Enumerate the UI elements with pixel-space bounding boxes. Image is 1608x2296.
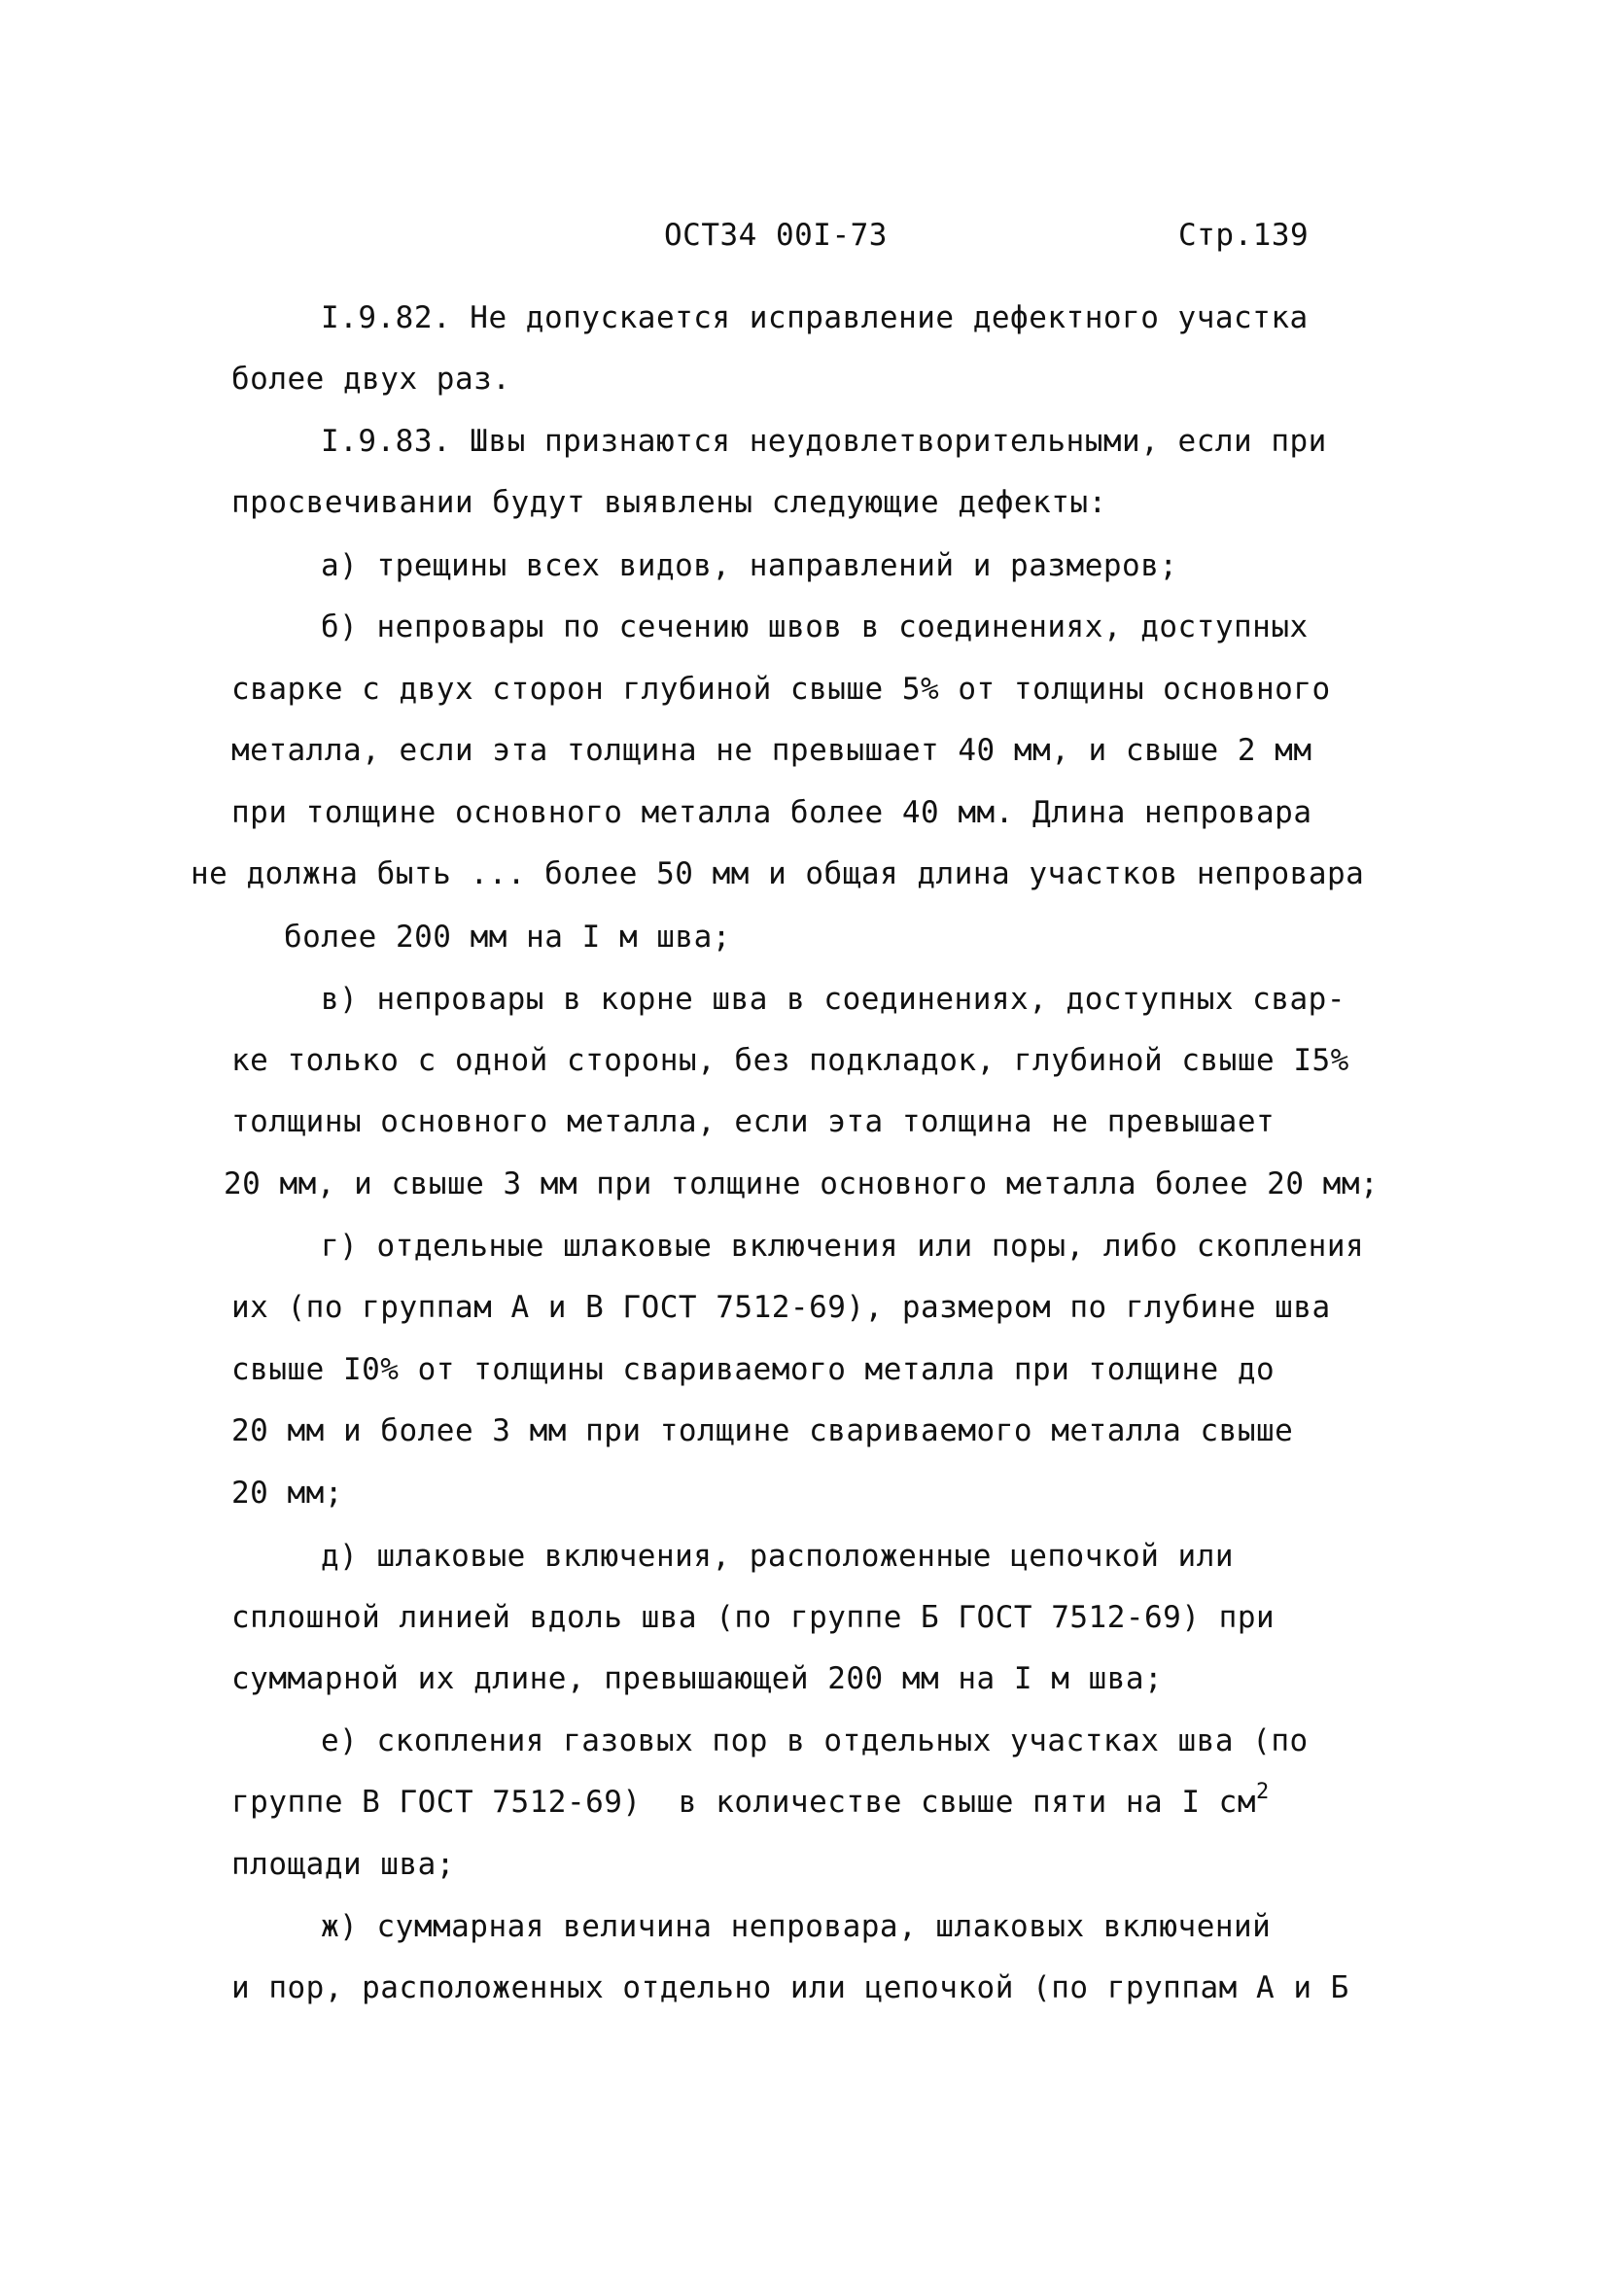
list-item-g: г) отдельные шлаковые включения или поры, либо скопления [321, 1229, 1365, 1264]
paragraph-line: суммарной их длине, превышающей 200 мм на I м шва; [231, 1661, 1164, 1696]
paragraph-line: при толщине основного металла более 40 мм. Длина непровара [231, 795, 1312, 830]
paragraph-line: их (по группам А и В ГОСТ 7512-69), размером по глубине шва [231, 1290, 1331, 1325]
paragraph-line: просвечивании будут выявлены следующие дефекты: [231, 485, 1107, 520]
list-item-a: а) трещины всех видов, направлений и размеров; [321, 548, 1178, 583]
list-item-v: в) непровары в корне шва в соединениях, доступных свар- [321, 982, 1346, 1017]
page-number: Стр.139 [1178, 218, 1310, 253]
list-item-b: б) непровары по сечению швов в соединениях, доступных [321, 609, 1309, 644]
paragraph-line: более 200 мм на I м шва; [284, 920, 731, 955]
standard-code: ОСТ34 00I-73 [664, 218, 888, 253]
list-item-d: д) шлаковые включения, расположенные цепочкой или [321, 1539, 1235, 1574]
paragraph-line: ке только с одной стороны, без подкладок, глубиной свыше I5% [231, 1043, 1349, 1078]
paragraph-line: 20 мм, и свыше 3 мм при толщине основного металла более 20 мм; [224, 1166, 1380, 1201]
paragraph-line: I.9.82. Не допускается исправление дефектного участка [321, 300, 1309, 335]
paragraph-line [231, 1780, 1270, 1822]
paragraph-line: свыше I0% от толщины свариваемого металла при толщине до [231, 1352, 1276, 1387]
paragraph-line: площади шва; [231, 1847, 455, 1882]
paragraph-line: и пор, расположенных отдельно или цепочкой (по группам А и Б [231, 1970, 1349, 2005]
paragraph-line: сплошной линией вдоль шва (по группе Б ГОСТ 7512-69) при [231, 1600, 1276, 1635]
paragraph-line: более двух раз. [231, 362, 511, 397]
paragraph-line: сварке с двух сторон глубиной свыше 5% от толщины основного [231, 672, 1331, 707]
paragraph-line: металла, если эта толщина не превышает 40 мм, и свыше 2 мм [231, 733, 1312, 768]
paragraph-line: толщины основного металла, если эта толщина не превышает [231, 1104, 1276, 1139]
paragraph-line: 20 мм; [231, 1476, 343, 1511]
superscript-2: 2 [1256, 1780, 1270, 1804]
paragraph-line: не должна быть ... более 50 мм и общая длина участков непровара [191, 856, 1365, 891]
line-text: группе В ГОСТ 7512-69) в количестве свыше пяти на I см [231, 1785, 1256, 1820]
list-item-zh: ж) суммарная величина непровара, шлаковых включений [321, 1909, 1272, 1944]
list-item-e: е) скопления газовых пор в отдельных участках шва (по [321, 1723, 1309, 1758]
paragraph-line: 20 мм и более 3 мм при толщине свариваемого металла свыше [231, 1413, 1294, 1448]
paragraph-line: I.9.83. Швы признаются неудовлетворительными, если при [321, 424, 1327, 459]
